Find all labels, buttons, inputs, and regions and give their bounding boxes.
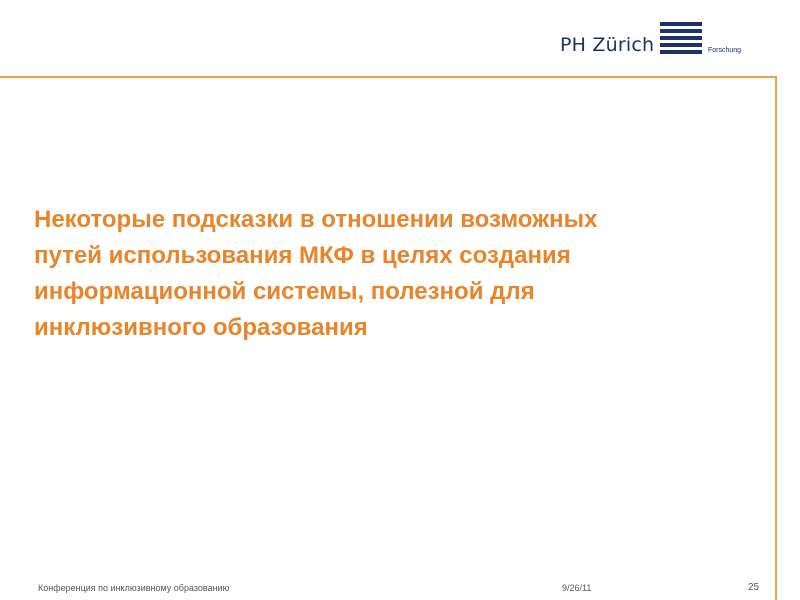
title-line: инклюзивного образования	[34, 314, 368, 341]
title-line: информационной системы, полезной для	[34, 278, 535, 305]
title-line: путей использования МКФ в целях создания	[34, 242, 571, 269]
slide-title	[34, 202, 774, 346]
footer-conference: Конференция по инклюзивному образованию	[38, 583, 230, 593]
right-frame-line	[775, 76, 777, 600]
logo-subtitle: Forschung	[708, 47, 742, 54]
page-number: 25	[748, 582, 760, 593]
header-divider	[0, 76, 776, 78]
logo-text: PH Zürich	[560, 34, 655, 56]
footer-date: 9/26/11	[562, 583, 592, 593]
stacked-bars-logo-icon	[660, 22, 702, 54]
title-line: Некоторые подсказки в отношении возможных	[34, 206, 598, 233]
